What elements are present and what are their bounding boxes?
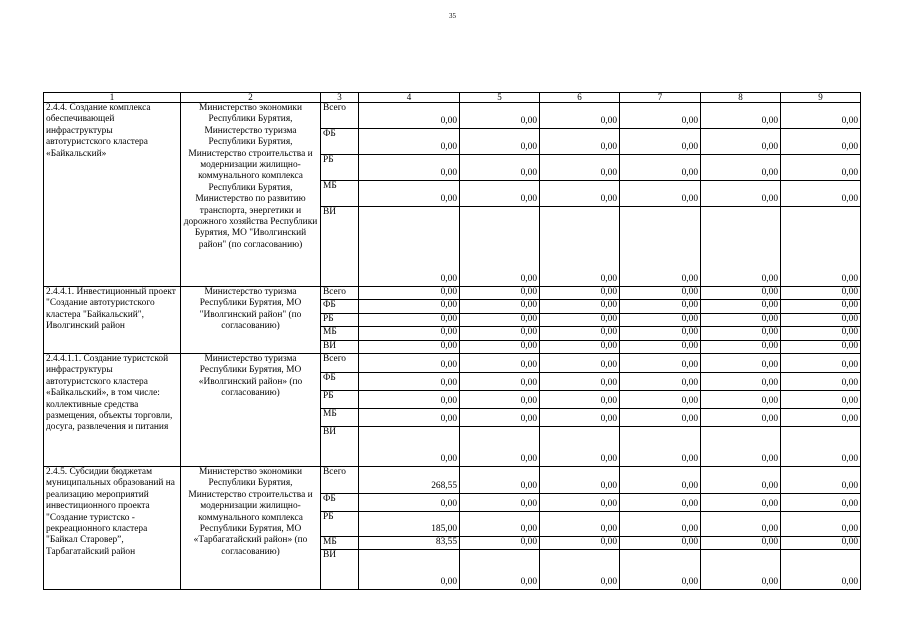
measure-name-cell: 2.4.4.1.1. Создание туристской инфраструктуры автотуристского кластера «Байкальский», в том числе: коллективные средства размещения, объекты торговли, досуга, развлечения и питания xyxy=(44,354,181,467)
amount-cell: 0,00 xyxy=(781,300,861,313)
amount-cell: 0,00 xyxy=(701,207,781,287)
amount-cell: 0,00 xyxy=(620,327,701,340)
amount-cell: 0,00 xyxy=(540,207,620,287)
amount-cell: 0,00 xyxy=(620,550,701,590)
amount-cell: 0,00 xyxy=(781,354,861,373)
amount-cell: 0,00 xyxy=(781,313,861,326)
amount-cell: 0,00 xyxy=(540,327,620,340)
amount-cell: 0,00 xyxy=(540,287,620,300)
table-row xyxy=(44,467,861,494)
amount-cell: 0,00 xyxy=(620,373,701,391)
amount-cell: 0,00 xyxy=(359,373,460,391)
amount-cell: 0,00 xyxy=(540,354,620,373)
amount-cell: 0,00 xyxy=(359,287,460,300)
amount-cell: 0,00 xyxy=(781,327,861,340)
amount-cell: 0,00 xyxy=(359,181,460,207)
amount-cell: 0,00 xyxy=(540,494,620,512)
funding-source-cell: ФБ xyxy=(321,300,359,313)
amount-cell: 0,00 xyxy=(701,327,781,340)
executor-cell: Министерство туризма Республики Бурятия, МО «Иволгинский район» (по согласованию) xyxy=(181,354,321,467)
amount-cell: 0,00 xyxy=(460,373,540,391)
funding-source-cell: ВИ xyxy=(321,207,359,287)
amount-cell: 0,00 xyxy=(359,327,460,340)
amount-cell: 0,00 xyxy=(701,467,781,494)
amount-cell: 0,00 xyxy=(620,512,701,537)
column-header: 4 xyxy=(359,93,460,103)
amount-cell: 0,00 xyxy=(359,300,460,313)
amount-cell: 0,00 xyxy=(460,313,540,326)
measure-name-cell: 2.4.4.1. Инвестиционный проект "Создание автотуристского кластера "Байкальский", Иволгинский район xyxy=(44,287,181,354)
amount-cell: 0,00 xyxy=(701,300,781,313)
amount-cell: 0,00 xyxy=(781,207,861,287)
amount-cell: 0,00 xyxy=(359,391,460,409)
amount-cell: 0,00 xyxy=(620,181,701,207)
financing-table xyxy=(43,92,861,590)
column-header: 5 xyxy=(460,93,540,103)
amount-cell: 0,00 xyxy=(701,373,781,391)
amount-cell: 0,00 xyxy=(460,207,540,287)
amount-cell: 0,00 xyxy=(359,427,460,467)
funding-source-cell: ФБ xyxy=(321,494,359,512)
measure-name-cell: 2.4.5. Субсидии бюджетам муниципальных образований на реализацию мероприятий инвестиционного проекта "Создание туристско - рекреационного кластера "Байкал Староверˮ, Тарбагатайский район xyxy=(44,467,181,590)
table-row xyxy=(44,287,861,300)
funding-source-cell: ВИ xyxy=(321,550,359,590)
amount-cell: 0,00 xyxy=(781,512,861,537)
amount-cell: 0,00 xyxy=(460,427,540,467)
amount-cell: 0,00 xyxy=(701,512,781,537)
executor-cell: Министерство экономики Республики Бурятия, Министерство строительства и модернизации жилищно-коммунального комплекса Республики Бурятия, МО «Тарбагатайский район» (по согласованию) xyxy=(181,467,321,590)
column-header: 2 xyxy=(181,93,321,103)
funding-source-cell: ВИ xyxy=(321,427,359,467)
amount-cell: 0,00 xyxy=(460,327,540,340)
amount-cell: 0,00 xyxy=(540,373,620,391)
funding-source-cell: МБ xyxy=(321,181,359,207)
column-header: 7 xyxy=(620,93,701,103)
amount-cell: 0,00 xyxy=(460,340,540,353)
amount-cell: 0,00 xyxy=(620,155,701,181)
amount-cell: 0,00 xyxy=(781,103,861,129)
measure-name-cell: 2.4.4. Создание комплекса обеспечивающей инфраструктуры автотуристского кластера «Байкальский» xyxy=(44,103,181,287)
amount-cell: 0,00 xyxy=(460,155,540,181)
column-header: 3 xyxy=(321,93,359,103)
funding-source-cell: Всего xyxy=(321,287,359,300)
funding-source-cell: МБ xyxy=(321,537,359,550)
amount-cell: 0,00 xyxy=(540,313,620,326)
amount-cell: 0,00 xyxy=(359,550,460,590)
amount-cell: 0,00 xyxy=(701,129,781,155)
amount-cell: 0,00 xyxy=(781,537,861,550)
funding-source-cell: МБ xyxy=(321,409,359,427)
amount-cell: 0,00 xyxy=(460,300,540,313)
amount-cell: 83,55 xyxy=(359,537,460,550)
amount-cell: 0,00 xyxy=(460,409,540,427)
amount-cell: 0,00 xyxy=(540,103,620,129)
amount-cell: 0,00 xyxy=(620,340,701,353)
funding-source-cell: Всего xyxy=(321,467,359,494)
amount-cell: 0,00 xyxy=(540,550,620,590)
amount-cell: 0,00 xyxy=(781,409,861,427)
amount-cell: 0,00 xyxy=(540,300,620,313)
amount-cell: 0,00 xyxy=(540,512,620,537)
amount-cell: 0,00 xyxy=(701,103,781,129)
amount-cell: 0,00 xyxy=(701,391,781,409)
amount-cell: 0,00 xyxy=(359,129,460,155)
amount-cell: 0,00 xyxy=(460,512,540,537)
amount-cell: 0,00 xyxy=(460,103,540,129)
funding-source-cell: РБ xyxy=(321,512,359,537)
amount-cell: 0,00 xyxy=(701,494,781,512)
amount-cell: 0,00 xyxy=(540,391,620,409)
funding-source-cell: РБ xyxy=(321,313,359,326)
executor-cell: Министерство туризма Республики Бурятия, МО "Иволгинский район" (по согласованию) xyxy=(181,287,321,354)
amount-cell: 0,00 xyxy=(701,340,781,353)
amount-cell: 0,00 xyxy=(701,409,781,427)
amount-cell: 0,00 xyxy=(620,391,701,409)
amount-cell: 0,00 xyxy=(359,340,460,353)
amount-cell: 0,00 xyxy=(701,550,781,590)
amount-cell: 0,00 xyxy=(359,207,460,287)
amount-cell: 0,00 xyxy=(460,550,540,590)
amount-cell: 0,00 xyxy=(781,129,861,155)
amount-cell: 0,00 xyxy=(540,155,620,181)
amount-cell: 0,00 xyxy=(460,494,540,512)
amount-cell: 0,00 xyxy=(359,155,460,181)
amount-cell: 0,00 xyxy=(620,313,701,326)
amount-cell: 0,00 xyxy=(460,467,540,494)
funding-source-cell: РБ xyxy=(321,391,359,409)
amount-cell: 185,00 xyxy=(359,512,460,537)
amount-cell: 0,00 xyxy=(540,340,620,353)
amount-cell: 0,00 xyxy=(620,537,701,550)
table-row xyxy=(44,354,861,373)
amount-cell: 0,00 xyxy=(460,354,540,373)
funding-source-cell: Всего xyxy=(321,354,359,373)
column-header: 8 xyxy=(701,93,781,103)
amount-cell: 0,00 xyxy=(460,287,540,300)
amount-cell: 0,00 xyxy=(701,354,781,373)
funding-source-cell: ФБ xyxy=(321,373,359,391)
page-number: 35 xyxy=(449,12,456,20)
amount-cell: 0,00 xyxy=(701,537,781,550)
amount-cell: 0,00 xyxy=(460,537,540,550)
amount-cell: 0,00 xyxy=(781,494,861,512)
funding-source-cell: МБ xyxy=(321,327,359,340)
funding-source-cell: ВИ xyxy=(321,340,359,353)
amount-cell: 0,00 xyxy=(781,467,861,494)
amount-cell: 0,00 xyxy=(620,409,701,427)
amount-cell: 0,00 xyxy=(359,494,460,512)
table-row xyxy=(44,103,861,129)
amount-cell: 0,00 xyxy=(620,427,701,467)
amount-cell: 0,00 xyxy=(359,103,460,129)
amount-cell: 0,00 xyxy=(620,207,701,287)
amount-cell: 0,00 xyxy=(460,129,540,155)
amount-cell: 0,00 xyxy=(620,300,701,313)
amount-cell: 0,00 xyxy=(781,427,861,467)
funding-source-cell: РБ xyxy=(321,155,359,181)
amount-cell: 0,00 xyxy=(781,181,861,207)
executor-cell: Министерство экономики Республики Бурятия, Министерство туризма Республики Бурятия, Министерство строительства и модернизации жилищно-коммунального комплекса Республики Бурятия, Министерство по развитию транспорта, энергетики и дорожного хозяйства Республики Бурятия, МО "Иволгинский район" (по согласованию) xyxy=(181,103,321,287)
amount-cell: 0,00 xyxy=(540,427,620,467)
amount-cell: 0,00 xyxy=(701,313,781,326)
amount-cell: 0,00 xyxy=(460,181,540,207)
column-header: 1 xyxy=(44,93,181,103)
amount-cell: 0,00 xyxy=(781,155,861,181)
amount-cell: 0,00 xyxy=(620,287,701,300)
column-header: 6 xyxy=(540,93,620,103)
funding-source-cell: Всего xyxy=(321,103,359,129)
amount-cell: 0,00 xyxy=(781,391,861,409)
amount-cell: 0,00 xyxy=(359,409,460,427)
amount-cell: 0,00 xyxy=(701,287,781,300)
column-header-row xyxy=(44,93,861,103)
amount-cell: 0,00 xyxy=(359,354,460,373)
amount-cell: 268,55 xyxy=(359,467,460,494)
amount-cell: 0,00 xyxy=(540,467,620,494)
amount-cell: 0,00 xyxy=(620,467,701,494)
amount-cell: 0,00 xyxy=(781,550,861,590)
amount-cell: 0,00 xyxy=(701,427,781,467)
amount-cell: 0,00 xyxy=(781,373,861,391)
amount-cell: 0,00 xyxy=(540,537,620,550)
amount-cell: 0,00 xyxy=(540,129,620,155)
amount-cell: 0,00 xyxy=(540,181,620,207)
column-header: 9 xyxy=(781,93,861,103)
amount-cell: 0,00 xyxy=(701,181,781,207)
amount-cell: 0,00 xyxy=(540,409,620,427)
amount-cell: 0,00 xyxy=(620,494,701,512)
amount-cell: 0,00 xyxy=(620,354,701,373)
funding-source-cell: ФБ xyxy=(321,129,359,155)
amount-cell: 0,00 xyxy=(781,340,861,353)
amount-cell: 0,00 xyxy=(620,103,701,129)
amount-cell: 0,00 xyxy=(781,287,861,300)
amount-cell: 0,00 xyxy=(460,391,540,409)
amount-cell: 0,00 xyxy=(620,129,701,155)
amount-cell: 0,00 xyxy=(359,313,460,326)
amount-cell: 0,00 xyxy=(701,155,781,181)
